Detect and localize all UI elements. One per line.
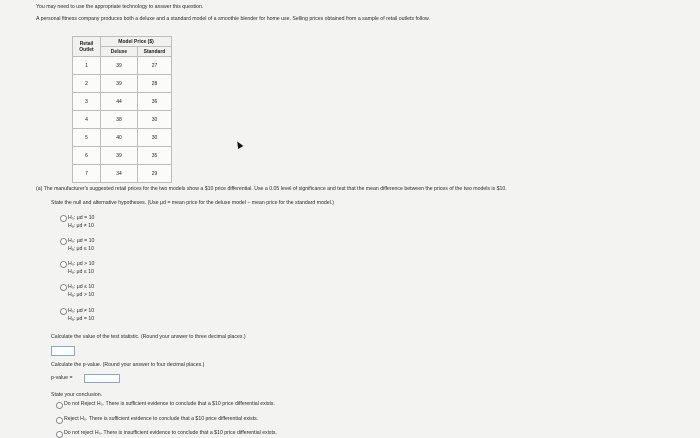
instruction-note: You may need to use the appropriate technology to answer this question.	[36, 4, 204, 10]
cell-outlet: 1	[73, 57, 101, 75]
alt-hypothesis: Hₐ: μd ≤ 10	[68, 246, 94, 252]
test-stat-input[interactable]	[51, 346, 75, 356]
cell-outlet: 3	[73, 93, 101, 111]
pvalue-input[interactable]	[84, 374, 120, 383]
null-hypothesis: H₀: μd = 10	[68, 215, 95, 221]
alt-hypothesis: Hₐ: μd = 10	[68, 316, 95, 322]
hypotheses-instruction: State the null and alternative hypotheses. (Use μd = mean price for the deluxe model − mean price for the standard model.)	[51, 200, 334, 206]
table-row	[73, 165, 172, 183]
radio-button[interactable]	[60, 261, 67, 268]
pvalue-prompt: Calculate the p-value. (Round your answer to four decimal places.)	[51, 362, 205, 368]
radio-button[interactable]	[60, 308, 67, 315]
test-stat-prompt: Calculate the value of the test statistic. (Round your answer to three decimal places.)	[51, 334, 246, 340]
cell-standard: 27	[138, 57, 172, 75]
table-row	[73, 75, 172, 93]
cell-deluxe: 40	[101, 129, 138, 147]
cell-outlet: 7	[73, 165, 101, 183]
cell-deluxe: 39	[101, 147, 138, 165]
cell-outlet: 2	[73, 75, 101, 93]
cell-outlet: 5	[73, 129, 101, 147]
radio-button[interactable]	[56, 402, 63, 409]
null-hypothesis: H₀: μd > 10	[68, 261, 95, 267]
table-row	[73, 111, 172, 129]
cell-standard: 28	[138, 75, 172, 93]
cell-standard: 29	[138, 165, 172, 183]
cell-deluxe: 39	[101, 57, 138, 75]
group-header-model-price: Model Price ($)	[101, 37, 172, 47]
conclusion-text: Do not Reject H₀. There is sufficient evidence to conclude that a $10 price differential exists.	[64, 401, 275, 407]
conclusion-prompt: State your conclusion.	[51, 392, 103, 398]
conclusion-text: Do not reject H₀. There is insufficient evidence to conclude that a $10 price differential exists.	[64, 430, 277, 436]
problem-intro: A personal fitness company produces both a deluxe and a standard model of a smoothie blender for home use. Selling prices obtained from a sample of retail outlets follow.	[36, 16, 430, 22]
table-row	[73, 147, 172, 165]
radio-button[interactable]	[60, 284, 67, 291]
cell-deluxe: 34	[101, 165, 138, 183]
price-table	[72, 36, 172, 183]
table-row	[73, 129, 172, 147]
table-row	[73, 57, 172, 75]
cell-standard: 30	[138, 111, 172, 129]
cell-standard: 35	[138, 147, 172, 165]
pvalue-label: p-value =	[51, 375, 73, 381]
null-hypothesis: H₀: μd ≠ 10	[68, 308, 95, 314]
conclusion-text: Reject H₀. There is sufficient evidence to conclude that a $10 price differential exists.	[64, 416, 259, 422]
null-hypothesis: H₀: μd ≤ 10	[68, 284, 95, 290]
mouse-cursor-icon	[235, 140, 244, 149]
part-a-question: (a) The manufacturer's suggested retail prices for the two models show a $10 price differential. Use a 0.05 level of significance and test that the mean difference between the prices of the two models is $10.	[36, 186, 507, 192]
cell-deluxe: 39	[101, 75, 138, 93]
cell-deluxe: 38	[101, 111, 138, 129]
alt-hypothesis: Hₐ: μd ≤ 10	[68, 269, 94, 275]
table-row	[73, 93, 172, 111]
alt-hypothesis: Hₐ: μd > 10	[68, 292, 95, 298]
null-hypothesis: H₀: μd = 10	[68, 238, 95, 244]
radio-button[interactable]	[56, 417, 63, 424]
col-header-outlet: Retail Outlet	[73, 37, 101, 57]
radio-button[interactable]	[56, 431, 63, 438]
cell-outlet: 4	[73, 111, 101, 129]
col-header-standard: Standard	[138, 47, 172, 57]
radio-button[interactable]	[60, 215, 67, 222]
cell-deluxe: 44	[101, 93, 138, 111]
alt-hypothesis: Hₐ: μd ≠ 10	[68, 223, 94, 229]
cell-outlet: 6	[73, 147, 101, 165]
radio-button[interactable]	[60, 238, 67, 245]
cell-standard: 30	[138, 129, 172, 147]
col-header-deluxe: Deluxe	[101, 47, 138, 57]
cell-standard: 36	[138, 93, 172, 111]
